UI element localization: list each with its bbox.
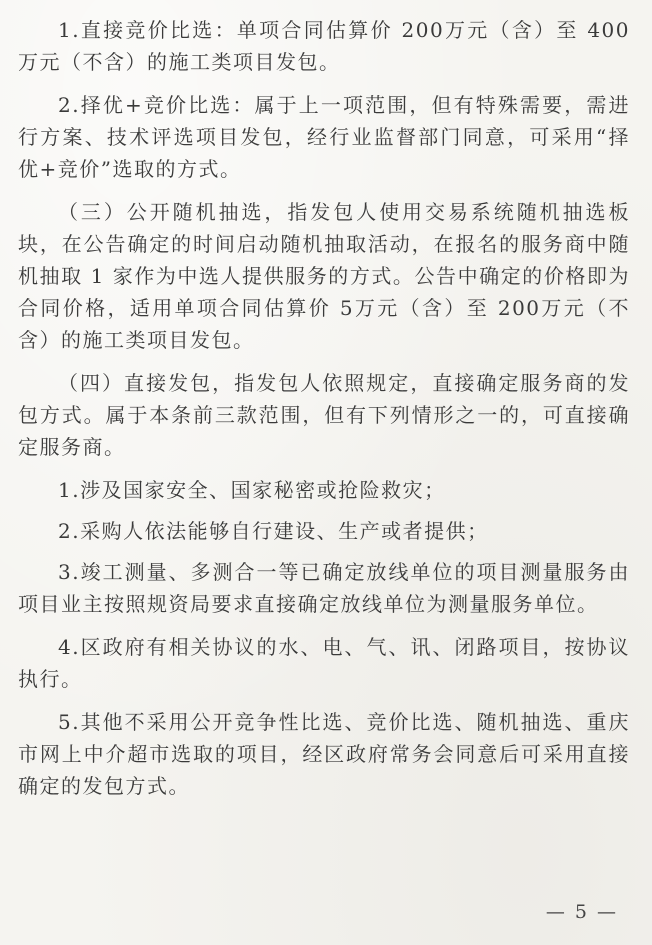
- paragraph-random-selection: （三）公开随机抽选，指发包人使用交易系统随机抽选板块，在公告确定的时间启动随机抽取活动，在报名的服务商中随机抽取 1 家作为中选人提供服务的方式。公告中确定的价格即为合同价格，适用单项合同估算价 5万元（含）至 200万元（不含）的施工类项目发包。: [18, 200, 630, 352]
- list-item-self-provision: 2.采购人依法能够自行建设、生产或者提供；: [58, 519, 489, 543]
- list-item-other-projects: 5.其他不采用公开竞争性比选、竞价比选、随机抽选、重庆市网上中介超市选取的项目，经区政府常务会同意后可采用直接确定的发包方式。: [18, 710, 630, 798]
- paragraph-selective-bidding: 2.择优+竞价比选：属于上一项范围，但有特殊需要，需进行方案、技术评选项目发包，经行业监督部门同意，可采用“择优+竞价”选取的方式。: [18, 93, 630, 181]
- paragraph-direct-bidding: 1.直接竞价比选：单项合同估算价 200万元（含）至 400万元（不含）的施工类项目发包。: [18, 18, 630, 74]
- page-number: — 5 —: [545, 901, 618, 923]
- list-item-survey-services: 3.竣工测量、多测合一等已确定放线单位的项目测量服务由项目业主按照规资局要求直接确定放线单位为测量服务单位。: [18, 560, 630, 616]
- list-item-utility-agreements: 4.区政府有相关协议的水、电、气、讯、闭路项目，按协议执行。: [18, 635, 630, 691]
- list-item-national-security: 1.涉及国家安全、国家秘密或抢险救灾；: [58, 478, 446, 502]
- paragraph-direct-contracting: （四）直接发包，指发包人依照规定，直接确定服务商的发包方式。属于本条前三款范围，但有下列情形之一的，可直接确定服务商。: [18, 371, 630, 459]
